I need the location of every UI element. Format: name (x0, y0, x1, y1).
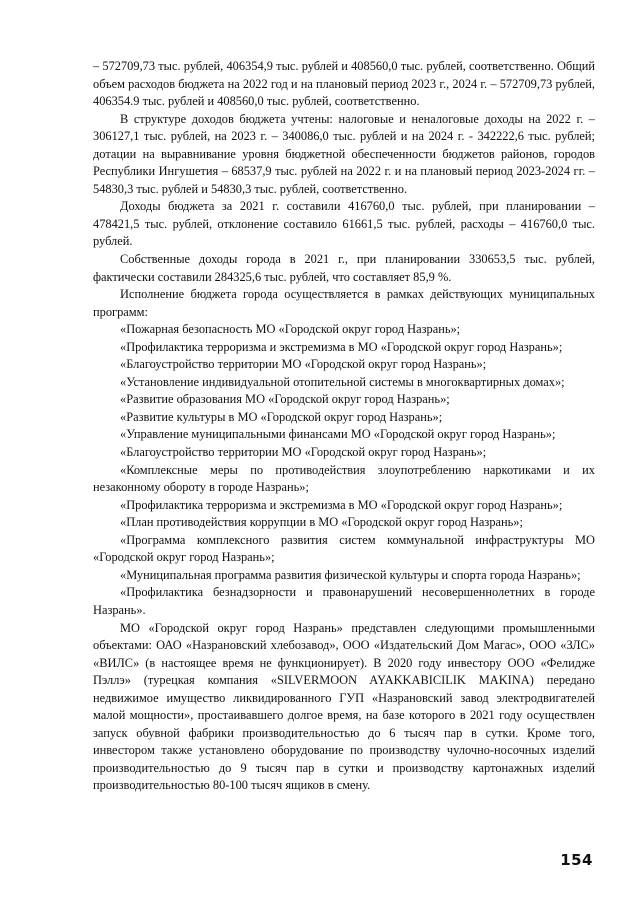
program-list-item: «Профилактика терроризма и экстремизма в МО «Городской округ город Назрань»; (120, 339, 563, 354)
paragraph: Исполнение бюджета города осуществляется в рамках действующих муниципальных программ: (93, 287, 595, 319)
paragraph: – 572709,73 тыс. рублей, 406354,9 тыс. рублей и 408560,0 тыс. рублей, соответственно. Общий объем расходов бюджета на 2022 год и на плановый период 2023 г., 2024 г. – 572709,73 рублей, 406354.9 тыс. рублей и 408560,0 тыс. рублей, соответственно. (93, 59, 595, 109)
page-number: 154 (560, 851, 593, 869)
paragraph: Собственные доходы города в 2021 г., при планировании 330653,5 тыс. рублей, фактически составили 284325,6 тыс. рублей, что составляет 85,9 %. (93, 252, 595, 284)
program-list-item: «Профилактика терроризма и экстремизма в МО «Городской округ город Назрань»; (120, 497, 563, 512)
program-list-item: «Программа комплексного развития систем коммунальной инфраструктуры МО «Городской округ город Назрань»; (93, 532, 595, 565)
program-list-item: «Муниципальная программа развития физической культуры и спорта города Назрань»; (120, 567, 581, 582)
paragraph: МО «Городской округ город Назрань» представлен следующими промышленными объектами: ОАО «Назрановский хлебозавод», ООО «Издательский Дом Магас», ООО «ЗЛС» «ВИЛС» (в настоящее время не функционирует). В 2020 году инвестору ООО «Фелидже Пэллэ» (турецкая компания «SILVERMOON AYAKKABICILIK MAKINA) передано недвижимое имущество ликвидированного ГУП «Назрановский завод электродвигателей малой мощности», простаивавшего долгое время, на базе которого в 2021 году осуществлен запуск обувной фабрики производительностью до 6 тысяч пар в сутки. Кроме того, инвестором также установлено оборудование по производству чулочно-носочных изделий производительностью до 9 тысяч пар в сутки и производству картонажных изделий производительностью 80-100 тысяч ящиков в смену. (93, 620, 595, 793)
program-list-item: «Развитие культуры в МО «Городской округ город Назрань»; (120, 409, 443, 424)
program-list-item: «Благоустройство территории МО «Городской округ город Назрань»; (120, 445, 487, 460)
paragraph: Доходы бюджета за 2021 г. составили 416760,0 тыс. рублей, при планировании – 478421,5 тыс. рублей, отклонение составило 61661,5 тыс. рублей, расходы – 416760,0 тыс. рублей. (93, 199, 595, 249)
document-body (93, 58, 595, 795)
program-list-item: «Профилактика безнадзорности и правонарушений несовершеннолетних в городе Назрань». (93, 585, 595, 617)
paragraph: В структуре доходов бюджета учтены: налоговые и неналоговые доходы на 2022 г. – 306127,1 тыс. рублей, на 2023 г. – 340086,0 тыс. рублей и на 2024 г. - 342222,6 тыс. рублей; дотации на выравнивание уровня бюджетной обеспеченности бюджетов районов, городов Республики Ингушетия – 68537,9 тыс. рублей на 2022 г. и на плановый период 2023-2024 гг. – 54830,3 тыс. рублей и 54830,3 тыс. рублей, соответственно. (93, 111, 595, 196)
program-list-item: «Развитие образования МО «Городской округ город Назрань»; (120, 392, 450, 407)
program-list-item: «План противодействия коррупции в МО «Городской округ город Назрань»; (120, 515, 523, 530)
program-list-item: «Комплексные меры по противодействия злоупотреблению наркотиками и их незаконному обороту в городе Назрань»; (93, 462, 595, 495)
program-list-item: «Пожарная безопасность МО «Городской округ город Назрань»; (120, 322, 461, 337)
program-list-item: «Управление муниципальными финансами МО «Городской округ город Назрань»; (120, 427, 556, 442)
program-list-item: «Благоустройство территории МО «Городской округ город Назрань»; (120, 357, 487, 372)
program-list-item: «Установление индивидуальной отопительной системы в многоквартирных домах»; (120, 374, 565, 389)
